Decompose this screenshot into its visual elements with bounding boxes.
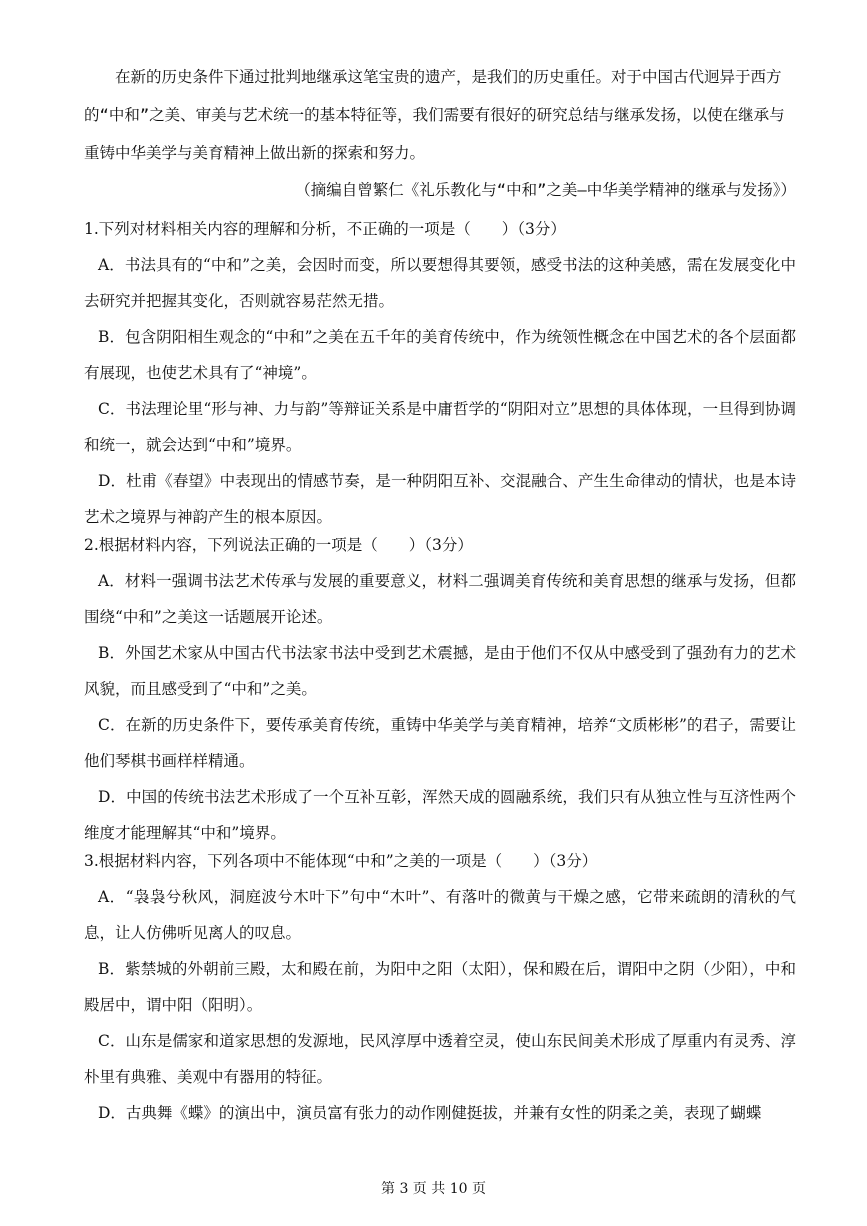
question-3-option-a: A．“袅袅兮秋风，洞庭波兮木叶下”句中“木叶”、有落叶的微黄与干燥之感，它带来疏朗的清秋的气息，让人仿佛听见离人的叹息。 xyxy=(84,888,796,942)
question-3-option-b: B．紫禁城的外朝前三殿，太和殿在前，为阳中之阳（太阳），保和殿在后，谓阳中之阴（少阳），中和殿居中，谓中阳（阳明）。 xyxy=(84,960,796,1014)
question-1-title: 1.下列对材料相关内容的理解和分析，不正确的一项是（ ）（3分） xyxy=(84,220,566,238)
question-1 xyxy=(84,211,796,535)
question-2 xyxy=(84,527,796,851)
page-number-footer: 第 3 页 共 10 页 xyxy=(381,1181,486,1197)
question-2-option-b: B．外国艺术家从中国古代书法家书法中受到艺术震撼，是由于他们不仅从中感受到了强劲有力的艺术风貌，而且感受到了“中和”之美。 xyxy=(84,644,796,698)
passage-paragraph: 在新的历史条件下通过批判地继承这笔宝贵的遗产，是我们的历史重任。对于中国古代迥异于西方的“中和”之美、审美与艺术统一的基本特征等，我们需要有很好的研究总结与继承发扬，以使在继承与重铸中华美学与美育精神上做出新的探索和努力。 xyxy=(84,68,785,162)
question-2-option-d: D．中国的传统书法艺术形成了一个互补互彰，浑然天成的圆融系统，我们只有从独立性与互济性两个维度才能理解其“中和”境界。 xyxy=(84,788,796,842)
question-3-title: 3.根据材料内容，下列各项中不能体现“中和”之美的一项是（ ）（3分） xyxy=(84,852,598,870)
question-2-option-c: C．在新的历史条件下，要传承美育传统，重铸中华美学与美育精神，培养“文质彬彬”的君子，需要让他们琴棋书画样样精通。 xyxy=(84,716,796,770)
question-1-option-d: D．杜甫《春望》中表现出的情感节奏，是一种阴阳互补、交混融合、产生生命律动的情状，也是本诗艺术之境界与神韵产生的根本原因。 xyxy=(84,472,796,526)
source-citation: （摘编自曾繁仁《礼乐教化与“中和”之美—中华美学精神的继承与发扬》） xyxy=(295,181,796,199)
question-2-option-a: A．材料一强调书法艺术传承与发展的重要意义，材料二强调美育传统和美育思想的继承与发扬，但都围绕“中和”之美这一话题展开论述。 xyxy=(84,572,796,626)
question-1-option-c: C．书法理论里“形与神、力与韵”等辩证关系是中庸哲学的“阴阳对立”思想的具体体现，一旦得到协调和统一，就会达到“中和”境界。 xyxy=(84,400,796,454)
question-2-title: 2.根据材料内容，下列说法正确的一项是（ ）（3分） xyxy=(84,536,473,554)
question-3-option-d: D．古典舞《蝶》的演出中，演员富有张力的动作刚健挺拔，并兼有女性的阴柔之美，表现了蝴蝶 xyxy=(98,1104,762,1122)
passage-text xyxy=(84,58,796,172)
question-1-option-a: A．书法具有的“中和”之美，会因时而变，所以要想得其要领，感受书法的这种美感，需在发展变化中去研究并把握其变化，否则就容易茫然无措。 xyxy=(84,256,796,310)
question-1-option-b: B．包含阴阳相生观念的“中和”之美在五千年的美育传统中，作为统领性概念在中国艺术的各个层面都有展现，也使艺术具有了“神境”。 xyxy=(84,328,796,382)
question-3 xyxy=(84,843,796,1131)
question-3-option-c: C．山东是儒家和道家思想的发源地，民风淳厚中透着空灵，使山东民间美术形成了厚重内有灵秀、淳朴里有典雅、美观中有器用的特征。 xyxy=(84,1032,796,1086)
